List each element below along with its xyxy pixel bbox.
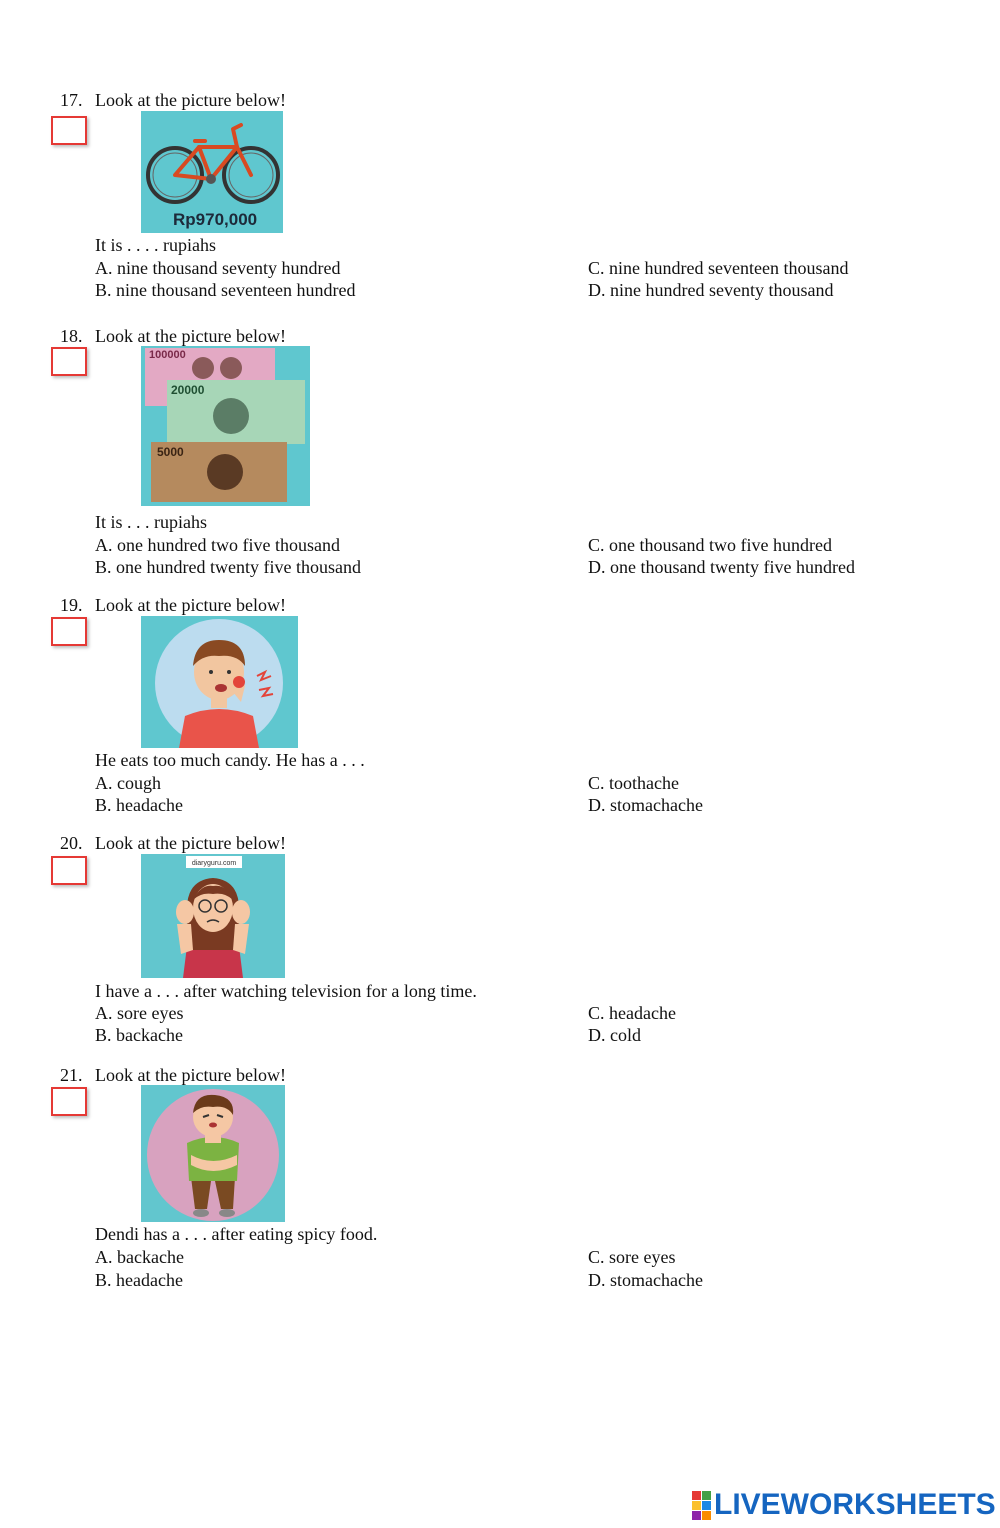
option-b[interactable]: B. backache	[95, 1025, 183, 1045]
option-c[interactable]: C. nine hundred seventeen thousand	[588, 258, 849, 278]
answer-drop-box[interactable]	[51, 116, 87, 145]
option-a[interactable]: A. backache	[95, 1247, 184, 1267]
option-d[interactable]: D. one thousand twenty five hundred	[588, 557, 855, 577]
headache-girl-picture	[141, 854, 285, 978]
price-caption: Rp970,000	[173, 210, 258, 229]
answer-drop-box[interactable]	[51, 617, 87, 646]
liveworksheets-logo[interactable]	[692, 1488, 996, 1522]
option-d[interactable]: D. cold	[588, 1025, 641, 1045]
question-prompt: He eats too much candy. He has a . . .	[95, 750, 365, 770]
option-b[interactable]: B. one hundred twenty five thousand	[95, 557, 361, 577]
question-prompt: Dendi has a . . . after eating spicy food.	[95, 1224, 378, 1244]
question-instruction: Look at the picture below!	[95, 90, 286, 110]
option-a[interactable]: A. sore eyes	[95, 1003, 184, 1023]
option-c[interactable]: C. toothache	[588, 773, 679, 793]
banknotes-picture	[141, 346, 310, 506]
option-b[interactable]: B. headache	[95, 795, 183, 815]
banknote-label: 20000	[171, 383, 205, 397]
option-c[interactable]: C. sore eyes	[588, 1247, 676, 1267]
option-c[interactable]: C. headache	[588, 1003, 676, 1023]
question-instruction: Look at the picture below!	[95, 595, 286, 615]
option-d[interactable]: D. stomachache	[588, 1270, 703, 1290]
question-number: 18.	[60, 326, 83, 346]
question-instruction: Look at the picture below!	[95, 833, 286, 853]
bicycle-picture	[141, 111, 283, 233]
question-instruction: Look at the picture below!	[95, 326, 286, 346]
question-number: 17.	[60, 90, 83, 110]
brand-name: LIVEWORKSHEETS	[714, 1488, 996, 1521]
option-a[interactable]: A. one hundred two five thousand	[95, 535, 340, 555]
stomachache-boy-picture	[141, 1085, 285, 1222]
option-a[interactable]: A. cough	[95, 773, 161, 793]
question-number: 19.	[60, 595, 83, 615]
option-a[interactable]: A. nine thousand seventy hundred	[95, 258, 341, 278]
question-instruction: Look at the picture below!	[95, 1065, 286, 1085]
answer-drop-box[interactable]	[51, 1087, 87, 1116]
option-d[interactable]: D. stomachache	[588, 795, 703, 815]
option-c[interactable]: C. one thousand two five hundred	[588, 535, 832, 555]
option-b[interactable]: B. headache	[95, 1270, 183, 1290]
option-d[interactable]: D. nine hundred seventy thousand	[588, 280, 834, 300]
question-prompt: I have a . . . after watching television for a long time.	[95, 981, 477, 1001]
picture-source-caption: diaryguru.com	[191, 860, 237, 867]
question-number: 20.	[60, 833, 83, 853]
option-b[interactable]: B. nine thousand seventeen hundred	[95, 280, 356, 300]
banknote-label: 5000	[157, 445, 184, 459]
question-prompt: It is . . . rupiahs	[95, 512, 207, 532]
answer-drop-box[interactable]	[51, 856, 87, 885]
banknote-label: 100000	[149, 349, 186, 361]
question-prompt: It is . . . . rupiahs	[95, 235, 216, 255]
question-number: 21.	[60, 1065, 83, 1085]
answer-drop-box[interactable]	[51, 347, 87, 376]
liveworksheets-logo-icon	[692, 1491, 711, 1520]
toothache-boy-picture	[141, 616, 298, 748]
